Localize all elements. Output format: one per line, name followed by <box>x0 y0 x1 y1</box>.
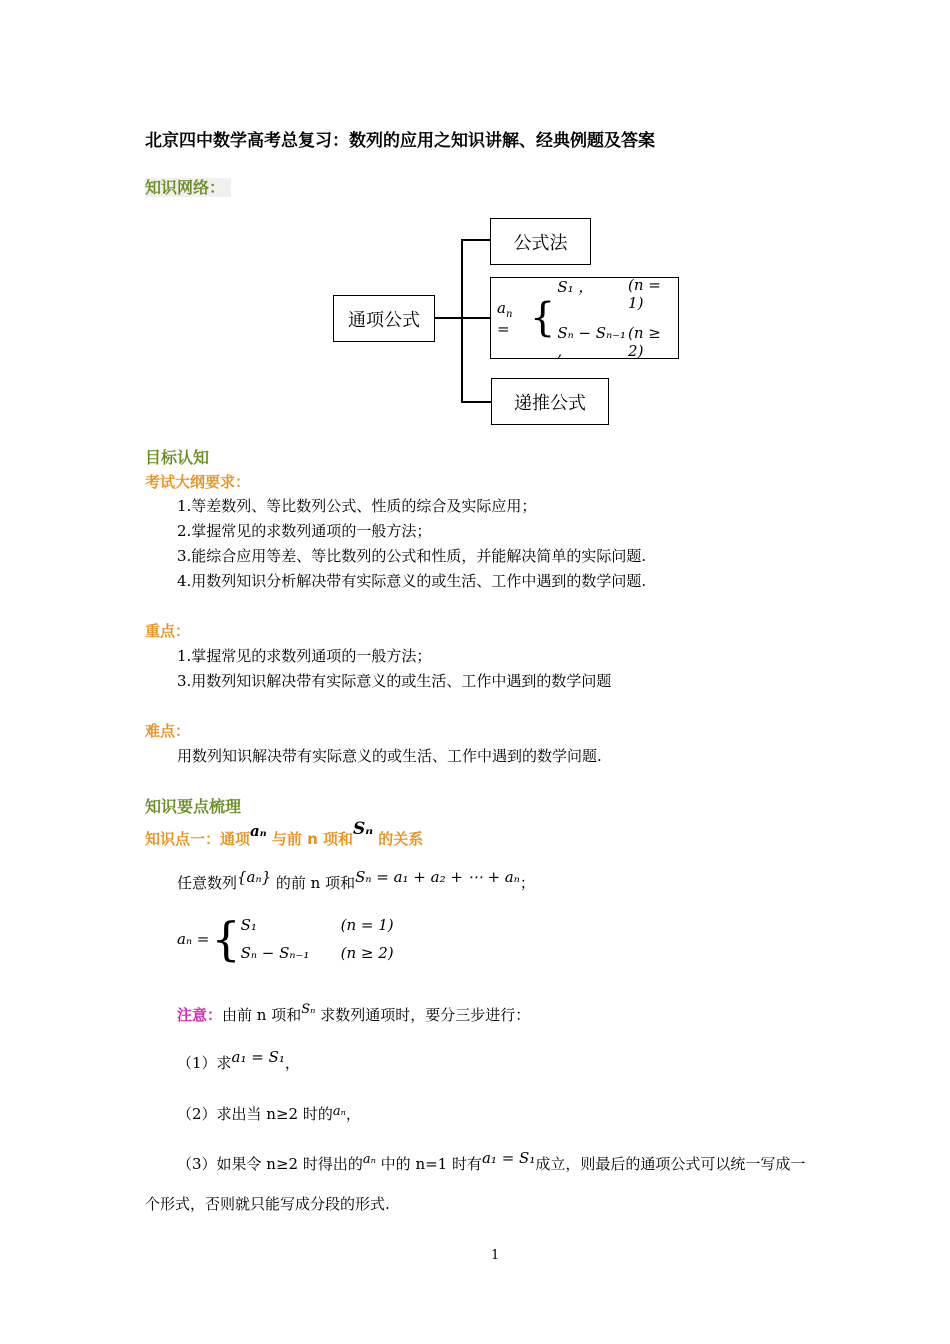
formula-row2: Sₙ − Sₙ₋₁ , <box>557 324 627 360</box>
step-2: （2）求出当 n≥2 时的aₙ， <box>177 1104 361 1123</box>
exam-item: 4.用数列知识分析解决带有实际意义的或生活、工作中遇到的数学问题. <box>177 572 647 590</box>
connector-line <box>435 317 461 319</box>
knowledge-points-heading: 知识要点梳理 <box>145 797 242 816</box>
connector-line <box>461 239 463 402</box>
formula-row2-cond: (n ≥ 2) <box>628 324 661 360</box>
key-item: 1.掌握常见的求数列通项的一般方法； <box>177 647 432 665</box>
page-title: 北京四中数学高考总复习：数列的应用之知识讲解、经典例题及答案 <box>145 131 655 151</box>
point1-heading: 知识点一：通项aₙ 与前 n 项和Sₙ 的关系 <box>145 819 424 848</box>
recursive-formula-box: 递推公式 <box>491 378 609 425</box>
connector-line <box>461 239 490 241</box>
center-box: 通项公式 <box>333 295 435 342</box>
exam-requirements-heading: 考试大纲要求： <box>145 473 251 491</box>
brace-icon: { <box>529 295 556 341</box>
definition-line: 任意数列{aₙ} 的前 n 项和Sₙ = a₁ + a₂ + ⋯ + aₙ； <box>177 868 535 892</box>
brace-icon: { <box>211 912 241 966</box>
step-1: （1）求a₁ = S₁， <box>177 1048 300 1072</box>
difficult-points-heading: 难点： <box>145 722 191 740</box>
key-points-heading: 重点： <box>145 622 191 640</box>
connector-line <box>461 317 490 319</box>
formula-row1: S₁ ， <box>557 278 594 296</box>
piecewise-formula-box <box>490 277 679 359</box>
exam-item: 2.掌握常见的求数列通项的一般方法； <box>177 522 432 540</box>
step-3-continued: 个形式，否则就只能写成分段的形式. <box>145 1195 390 1213</box>
formula-lhs: $a_n$ = <box>497 298 513 338</box>
note-line: 注意：由前 n 项和Sₙ 求数列通项时，要分三步进行： <box>177 1002 531 1024</box>
goals-heading: 目标认知 <box>145 448 210 467</box>
formula-row1-cond: (n = 1) <box>628 276 661 312</box>
piecewise-formula: aₙ = { S₁ (n = 1) Sₙ − Sₙ₋₁ (n ≥ 2) <box>177 912 394 966</box>
exam-item: 1.等差数列、等比数列公式、性质的综合及实际应用； <box>177 497 537 515</box>
difficult-item: 用数列知识解决带有实际意义的或生活、工作中遇到的数学问题. <box>177 747 602 765</box>
connector-line <box>461 401 491 403</box>
knowledge-network-heading: 知识网络： <box>145 175 231 198</box>
key-item: 3.用数列知识解决带有实际意义的或生活、工作中遇到的数学问题 <box>177 672 612 690</box>
exam-item: 3.能综合应用等差、等比数列的公式和性质，并能解决简单的实际问题. <box>177 547 647 565</box>
formula-method-box: 公式法 <box>490 218 591 265</box>
page-number: 1 <box>491 1248 500 1263</box>
step-3: （3）如果令 n≥2 时得出的aₙ 中的 n=1 时有a₁ = S₁成立，则最后的通项公式可以统一写成一 <box>177 1149 806 1173</box>
